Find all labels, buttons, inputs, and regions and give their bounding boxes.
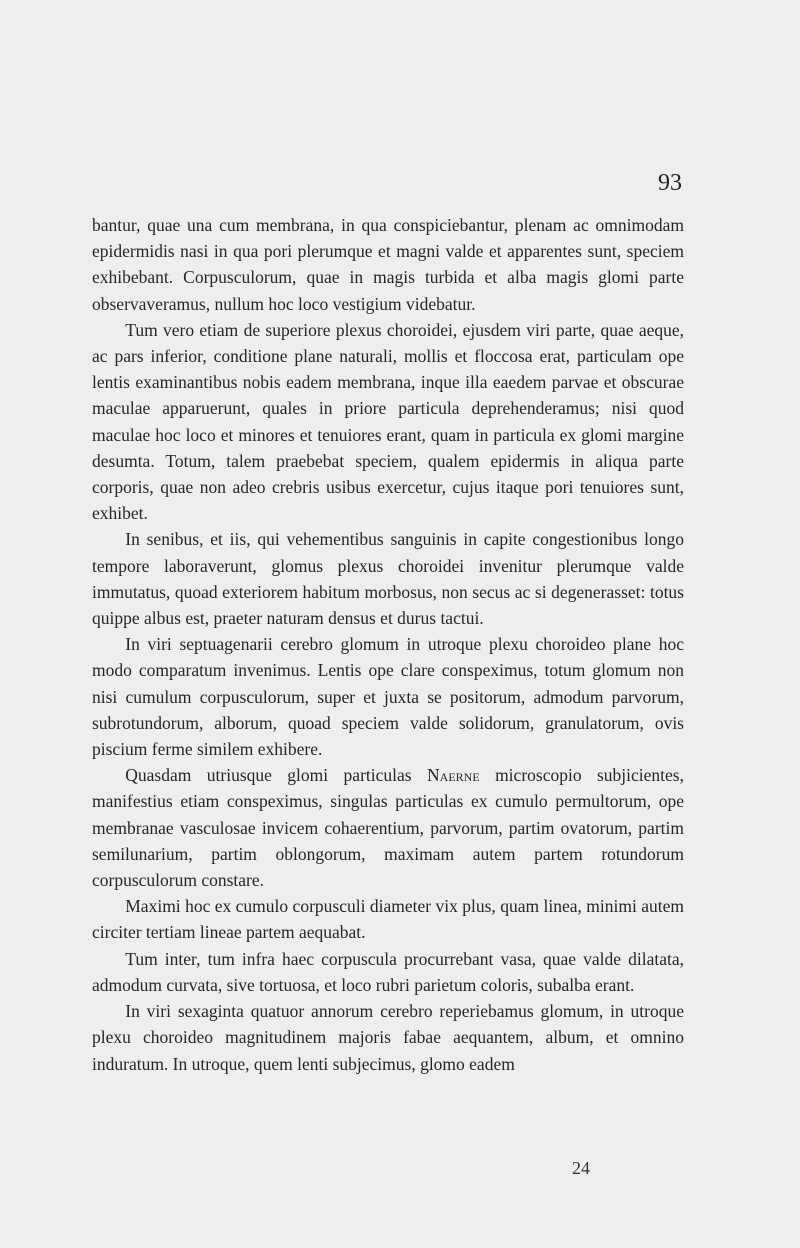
page-number: 93: [658, 170, 682, 196]
paragraph: Tum vero etiam de superiore plexus choroidei, ejusdem viri parte, quae aeque, ac pars inferior, conditione plane naturali, mollis et floccosa erat, particulam ope lentis examinantibus nobis eadem membrana, inque illa eaedem parvae et obscurae maculae apparuerunt, quales in priore particula deprehenderamus; nisi quod maculae hoc loco et minores et tenuiores erant, quam in particula ex glomi margine desumta. Totum, talem praebebat speciem, qualem epidermis in aliqua parte corporis, quae non adeo crebris usibus exercetur, cujus itaque pori tenuiores sunt, exhibet.: [92, 319, 684, 524]
paragraph: Tum inter, tum infra haec corpuscula procurrebant vasa, quae valde dilatata, admodum curvata, sive tortuosa, et loco rubri parietum coloris, subalba erant.: [92, 948, 684, 995]
author-name: Naerne: [427, 765, 480, 786]
paragraph-rest: microscopio subjicientes, manifestius etiam conspeximus, singulas particulas ex cumulo permultorum, ope membranae vasculosae invicem cohaerentium, parvorum, partim ovatorum, partim semilunarium, partim oblongorum, maximam autem partem rotundorum corpusculorum constare.: [92, 765, 684, 891]
paragraph: In viri sexaginta quatuor annorum cerebro reperiebamus glomum, in utroque plexu choroideo magnitudinem majoris fabae aequantem, album, et omnino induratum. In utroque, quem lenti subjecimus, glomo eadem: [92, 1001, 684, 1074]
paragraph-lead: Quasdam utriusque glomi particulas: [125, 765, 428, 786]
signature-mark: 24: [572, 1158, 590, 1178]
paragraph: In viri septuagenarii cerebro glomum in utroque plexu choroideo plane hoc modo comparatum invenimus. Lentis ope clare conspeximus, totum glomum non nisi cumulum corpusculorum, super et juxta se positorum, admodum parvorum, subrotundorum, alborum, quoad speciem valde solidorum, granulatorum, ovis piscium ferme similem exhibere.: [92, 634, 684, 760]
paragraph-continuation: bantur, quae una cum membrana, in qua conspiciebantur, plenam ac omnimodam epidermidis nasi in qua pori plerumque et magni valde et apparentes sunt, speciem exhibebant. Corpusculorum, quae in magis turbida et alba magis glomi parte observaveramus, nullum hoc loco vestigium videbatur.: [92, 215, 684, 314]
paragraph: [92, 762, 684, 893]
paragraph: In senibus, et iis, qui vehementibus sanguinis in capite congestionibus longo tempore laboraverunt, glomus plexus choroidei invenitur plerumque valde immutatus, quoad exteriorem habitum morbosus, non secus ac si degenerasset: totus quippe albus est, praeter naturam densus et durus tactui.: [92, 529, 684, 629]
paragraph: Maximi hoc ex cumulo corpusculi diameter vix plus, quam linea, minimi autem circiter tertiam lineae partem aequabat.: [92, 896, 684, 943]
body-text: [92, 212, 684, 1077]
